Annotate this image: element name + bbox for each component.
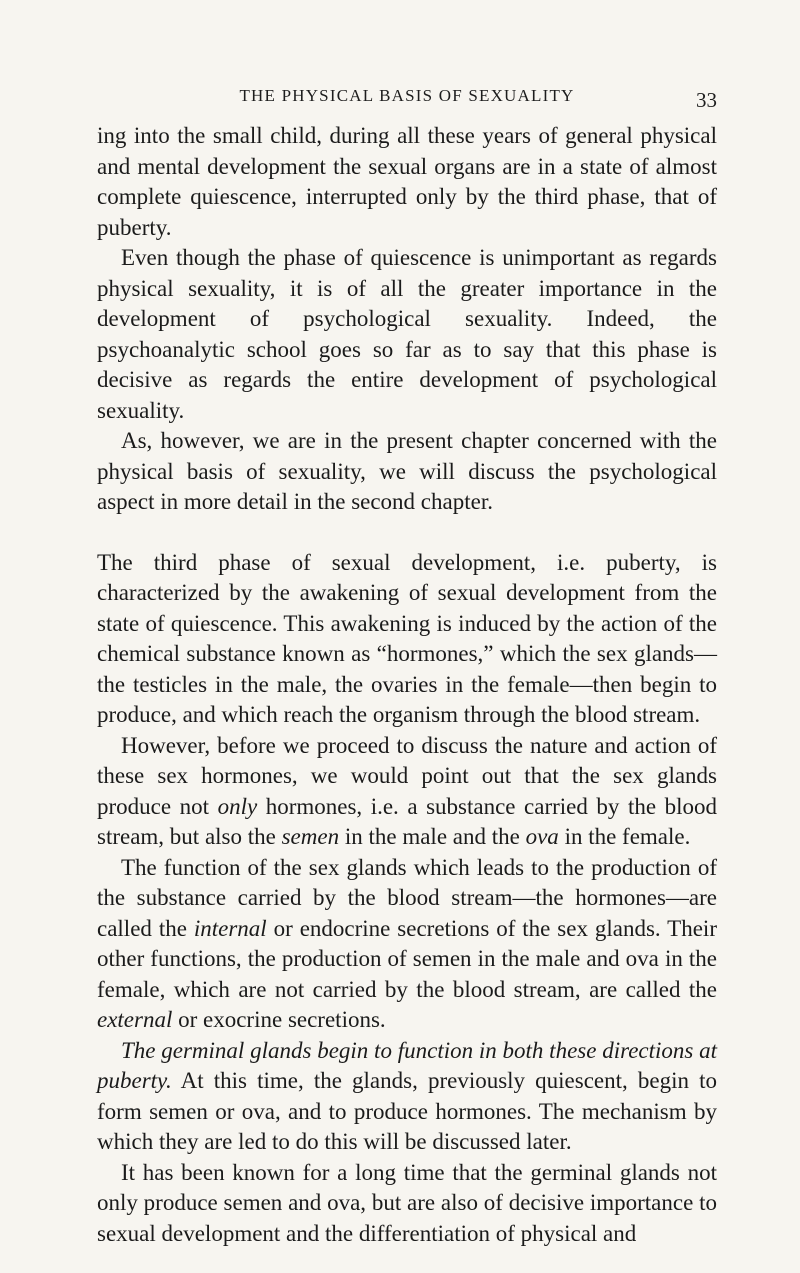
text-segment: It has been known for a long time that the germinal glands not only produce semen and ova, but are also of decisive importance to sexual development and the differentiation of physical and — [97, 1159, 717, 1246]
paragraph-secretions — [97, 853, 717, 1036]
emphasis-external: external — [97, 1007, 173, 1032]
text-segment: However, before we proceed to discuss the nature and action of these sex hormones, we would point out that the sex glands produce not — [97, 732, 717, 819]
text-segment: The function of the sex glands which leads to the production of the substance carried by the blood stream—the hormones—are called the — [97, 854, 717, 941]
paragraph-known-long-time — [97, 1158, 717, 1250]
text-segment: ing into the small child, during all these years of general physical and mental development the sexual organs are in a state of almost complete quiescence, interrupted only by the third phase, that of puberty. — [97, 123, 717, 240]
running-title: THE PHYSICAL BASIS OF SEXUALITY — [239, 86, 575, 105]
emphasis-internal: internal — [193, 915, 267, 941]
paragraph-continuation — [97, 121, 717, 243]
text-segment: hormones, i.e. a substance carried by the blood stream, but also the — [97, 793, 718, 849]
paragraph-quiescence — [97, 243, 717, 426]
paragraph-third-phase — [97, 548, 717, 731]
paragraph-sex-hormones — [97, 731, 717, 853]
text-segment: or exocrine secretions. — [172, 1007, 386, 1032]
running-head — [97, 86, 717, 110]
text-segment: The third phase of sexual development, i.e. puberty, is characterized by the awakening of sexual development from the state of quiescence. This awakening is induced by the action of the chemical substance known as “hormones,” which the sex glands—the testicles in the male, the ovaries in the female—then begin to produce, and which reach the organism through the blood stream. — [97, 549, 717, 727]
text-segment: Even though the phase of quiescence is unimportant as regards physical sexuality, it is of all the greater importance in the development of psychological sexuality. Indeed, the psychoanalytic school goes so far as to say that this phase is decisive as regards the entire development of psychological sexuality. — [97, 245, 717, 423]
page-number: 33 — [696, 88, 717, 112]
paragraph-germinal-glands — [97, 1036, 717, 1158]
text-segment: in the female. — [558, 824, 691, 849]
emphasis-germinal-glands: The germinal glands begin to function in both these directions at puberty. — [97, 1037, 717, 1093]
text-segment: At this time, the glands, previously quiescent, begin to form semen or ova, and to produce hormones. The mechanism by which they are led to do this will be discussed later. — [97, 1068, 717, 1154]
emphasis-only: only — [217, 793, 258, 819]
text-segment: in the male and the — [339, 824, 526, 849]
text-segment: or endocrine secretions of the sex glands. Their other functions, the production of semen in the male and ova in the female, which are not carried by the blood stream, are called the — [97, 915, 717, 1002]
paragraph-present-chapter — [97, 426, 717, 518]
body-text — [97, 121, 717, 1249]
emphasis-ova: ova — [525, 824, 559, 849]
text-segment: As, however, we are in the present chapter concerned with the physical basis of sexuality, we will discuss the psychological aspect in more detail in the second chapter. — [97, 428, 717, 514]
emphasis-semen: semen — [281, 824, 340, 849]
